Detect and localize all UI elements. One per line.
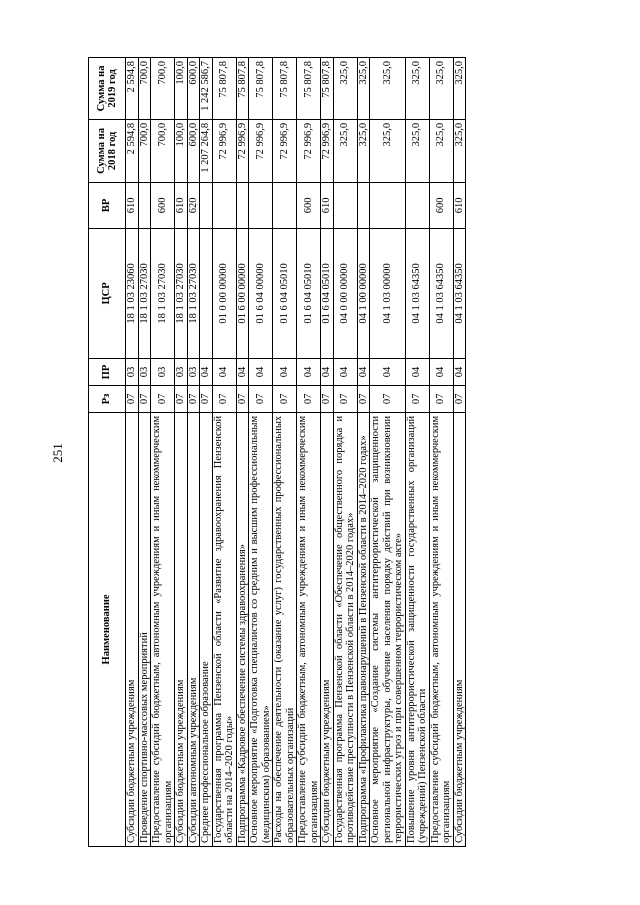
cell-rz: 07 <box>357 385 370 412</box>
cell-sum-2019: 2 594,8 <box>126 58 139 120</box>
budget-table <box>88 57 466 847</box>
table-row <box>333 58 357 847</box>
table-row <box>321 58 334 847</box>
header-pr: ПР <box>89 359 126 386</box>
page-number: 251 <box>50 443 65 463</box>
cell-name: Основное мероприятие «Создание системы антитеррористической защищенности региональной инфраструктуры, обучение населения порядку действий при возникновении террористических угроз и при совершенном террористическом акте» <box>370 412 406 846</box>
cell-rz: 07 <box>453 385 466 412</box>
cell-sum-2019: 75 807,8 <box>212 58 236 120</box>
table-row <box>273 58 297 847</box>
cell-rz: 07 <box>187 385 200 412</box>
table-row <box>126 58 139 847</box>
cell-sum-2019: 325,0 <box>429 58 453 120</box>
cell-sum-2018: 100,0 <box>175 119 188 182</box>
cell-rz: 07 <box>200 385 213 412</box>
cell-sum-2019: 325,0 <box>357 58 370 120</box>
header-row <box>89 58 126 847</box>
cell-sum-2018: 72 996,9 <box>273 119 297 182</box>
cell-sum-2018: 700,0 <box>138 119 151 182</box>
cell-sum-2018: 600,0 <box>187 119 200 182</box>
cell-name: Основное мероприятие «Подготовка специалистов со средним и высшим профессиональным (медицинским) образованием» <box>249 412 273 846</box>
cell-csr: 04 1 03 64350 <box>405 228 429 358</box>
cell-csr: 01 0 00 00000 <box>212 228 236 358</box>
cell-sum-2019: 600,0 <box>187 58 200 120</box>
cell-vr: 620 <box>187 183 200 229</box>
cell-rz: 07 <box>273 385 297 412</box>
header-name: Наименование <box>89 412 126 846</box>
cell-rz: 07 <box>236 385 249 412</box>
cell-sum-2018: 2 594,8 <box>126 119 139 182</box>
cell-pr: 03 <box>175 359 188 386</box>
cell-rz: 07 <box>321 385 334 412</box>
table-row <box>370 58 406 847</box>
cell-sum-2019: 325,0 <box>453 58 466 120</box>
cell-csr: 04 1 03 64350 <box>453 228 466 358</box>
cell-vr <box>370 183 406 229</box>
cell-vr: 610 <box>175 183 188 229</box>
cell-name: Предоставление субсидий бюджетным, автономным учреждениям и иным некоммерческим организациям <box>297 412 321 846</box>
cell-name: Повышение уровня антитеррористической защищенности государственных организаций (учреждений) Пензенской области <box>405 412 429 846</box>
cell-sum-2018: 72 996,9 <box>321 119 334 182</box>
cell-rz: 07 <box>212 385 236 412</box>
cell-sum-2018: 700,0 <box>151 119 175 182</box>
cell-sum-2019: 75 807,8 <box>297 58 321 120</box>
cell-vr <box>236 183 249 229</box>
cell-pr: 03 <box>151 359 175 386</box>
cell-name: Субсидии бюджетным учреждениям <box>126 412 139 846</box>
cell-pr: 04 <box>370 359 406 386</box>
cell-vr <box>333 183 357 229</box>
cell-sum-2018: 72 996,9 <box>297 119 321 182</box>
cell-sum-2018: 325,0 <box>429 119 453 182</box>
cell-pr: 04 <box>333 359 357 386</box>
cell-rz: 07 <box>297 385 321 412</box>
cell-csr: 18 1 03 27030 <box>187 228 200 358</box>
cell-vr: 610 <box>126 183 139 229</box>
cell-sum-2019: 75 807,8 <box>236 58 249 120</box>
cell-sum-2019: 1 242 586,7 <box>200 58 213 120</box>
cell-name: Подпрограмма «Кадровое обеспечение системы здравоохранения» <box>236 412 249 846</box>
header-sum-2018: Сумма на 2018 год <box>89 119 126 182</box>
cell-pr: 04 <box>212 359 236 386</box>
cell-rz: 07 <box>405 385 429 412</box>
table-row <box>151 58 175 847</box>
cell-pr: 04 <box>273 359 297 386</box>
cell-pr: 03 <box>126 359 139 386</box>
cell-pr: 04 <box>236 359 249 386</box>
cell-sum-2019: 700,0 <box>151 58 175 120</box>
table-row <box>212 58 236 847</box>
cell-csr: 04 1 03 00000 <box>370 228 406 358</box>
cell-pr: 04 <box>249 359 273 386</box>
cell-name: Расходы на обеспечение деятельности (оказание услуг) государственных профессиональных образовательных организаций <box>273 412 297 846</box>
cell-csr: 18 1 03 27030 <box>138 228 151 358</box>
cell-vr: 600 <box>429 183 453 229</box>
cell-name: Субсидии автономным учреждениям <box>187 412 200 846</box>
cell-sum-2019: 325,0 <box>370 58 406 120</box>
table-row <box>357 58 370 847</box>
cell-sum-2018: 325,0 <box>333 119 357 182</box>
cell-pr: 03 <box>187 359 200 386</box>
cell-pr: 04 <box>321 359 334 386</box>
cell-sum-2019: 75 807,8 <box>321 58 334 120</box>
cell-rz: 07 <box>175 385 188 412</box>
table-row <box>175 58 188 847</box>
table-row <box>297 58 321 847</box>
cell-vr <box>357 183 370 229</box>
cell-name: Субсидии бюджетным учреждениям <box>321 412 334 846</box>
cell-vr <box>138 183 151 229</box>
cell-vr <box>273 183 297 229</box>
cell-vr <box>212 183 236 229</box>
cell-name: Подпрограмма «Профилактика правонарушений в Пензенской области в 2014–2020 годах» <box>357 412 370 846</box>
table-row <box>249 58 273 847</box>
table-row <box>200 58 213 847</box>
rotated-table-container <box>88 57 573 847</box>
cell-sum-2019: 75 807,8 <box>273 58 297 120</box>
cell-vr: 610 <box>321 183 334 229</box>
cell-sum-2018: 72 996,9 <box>212 119 236 182</box>
table-row <box>453 58 466 847</box>
cell-csr: 01 6 00 00000 <box>236 228 249 358</box>
header-vr: ВР <box>89 183 126 229</box>
cell-name: Предоставление субсидий бюджетным, автономным учреждениям и иным некоммерческим организациям <box>429 412 453 846</box>
cell-name: Предоставление субсидий бюджетным, автономным учреждениям и иным некоммерческим организациям <box>151 412 175 846</box>
cell-sum-2019: 325,0 <box>333 58 357 120</box>
cell-csr: 04 1 00 00000 <box>357 228 370 358</box>
cell-pr: 04 <box>297 359 321 386</box>
cell-name: Среднее профессиональное образование <box>200 412 213 846</box>
cell-sum-2019: 700,0 <box>138 58 151 120</box>
cell-sum-2018: 1 207 264,8 <box>200 119 213 182</box>
cell-csr: 01 6 04 00000 <box>249 228 273 358</box>
cell-csr: 01 6 04 05010 <box>321 228 334 358</box>
cell-pr: 04 <box>429 359 453 386</box>
cell-rz: 07 <box>138 385 151 412</box>
cell-vr: 610 <box>453 183 466 229</box>
cell-vr: 600 <box>297 183 321 229</box>
cell-rz: 07 <box>370 385 406 412</box>
header-csr: ЦСР <box>89 228 126 358</box>
cell-csr: 18 1 03 27030 <box>151 228 175 358</box>
cell-csr: 04 1 03 64350 <box>429 228 453 358</box>
cell-sum-2018: 325,0 <box>357 119 370 182</box>
cell-sum-2018: 325,0 <box>370 119 406 182</box>
cell-csr: 18 1 03 27030 <box>175 228 188 358</box>
cell-vr <box>200 183 213 229</box>
cell-rz: 07 <box>126 385 139 412</box>
cell-sum-2019: 75 807,8 <box>249 58 273 120</box>
cell-sum-2019: 100,0 <box>175 58 188 120</box>
cell-pr: 04 <box>453 359 466 386</box>
cell-csr: 01 6 04 05010 <box>273 228 297 358</box>
cell-pr: 04 <box>357 359 370 386</box>
cell-csr: 18 1 03 23060 <box>126 228 139 358</box>
table-row <box>405 58 429 847</box>
table-row <box>429 58 453 847</box>
cell-csr: 01 6 04 05010 <box>297 228 321 358</box>
cell-rz: 07 <box>429 385 453 412</box>
cell-csr <box>200 228 213 358</box>
cell-sum-2018: 325,0 <box>405 119 429 182</box>
cell-name: Проведение спортивно-массовых мероприятий <box>138 412 151 846</box>
table-row <box>138 58 151 847</box>
cell-rz: 07 <box>333 385 357 412</box>
cell-csr: 04 0 00 00000 <box>333 228 357 358</box>
table-row <box>236 58 249 847</box>
cell-name: Субсидии бюджетным учреждениям <box>453 412 466 846</box>
cell-sum-2018: 72 996,9 <box>249 119 273 182</box>
cell-rz: 07 <box>249 385 273 412</box>
cell-name: Государственная программа Пензенской области «Обеспечение общественного порядка и противодействие преступности в Пензенской области в 2014–2020 годах» <box>333 412 357 846</box>
cell-sum-2018: 325,0 <box>453 119 466 182</box>
cell-rz: 07 <box>151 385 175 412</box>
cell-vr <box>249 183 273 229</box>
cell-vr: 600 <box>151 183 175 229</box>
cell-sum-2018: 72 996,9 <box>236 119 249 182</box>
cell-pr: 04 <box>405 359 429 386</box>
table-row <box>187 58 200 847</box>
cell-name: Государственная программа Пензенской области «Развитие здравоохранения Пензенской области на 2014–2020 годы» <box>212 412 236 846</box>
header-rz: Рз <box>89 385 126 412</box>
cell-sum-2019: 325,0 <box>405 58 429 120</box>
cell-vr <box>405 183 429 229</box>
cell-pr: 04 <box>200 359 213 386</box>
cell-pr: 03 <box>138 359 151 386</box>
cell-name: Субсидии бюджетным учреждениям <box>175 412 188 846</box>
header-sum-2019: Сумма на 2019 год <box>89 58 126 120</box>
